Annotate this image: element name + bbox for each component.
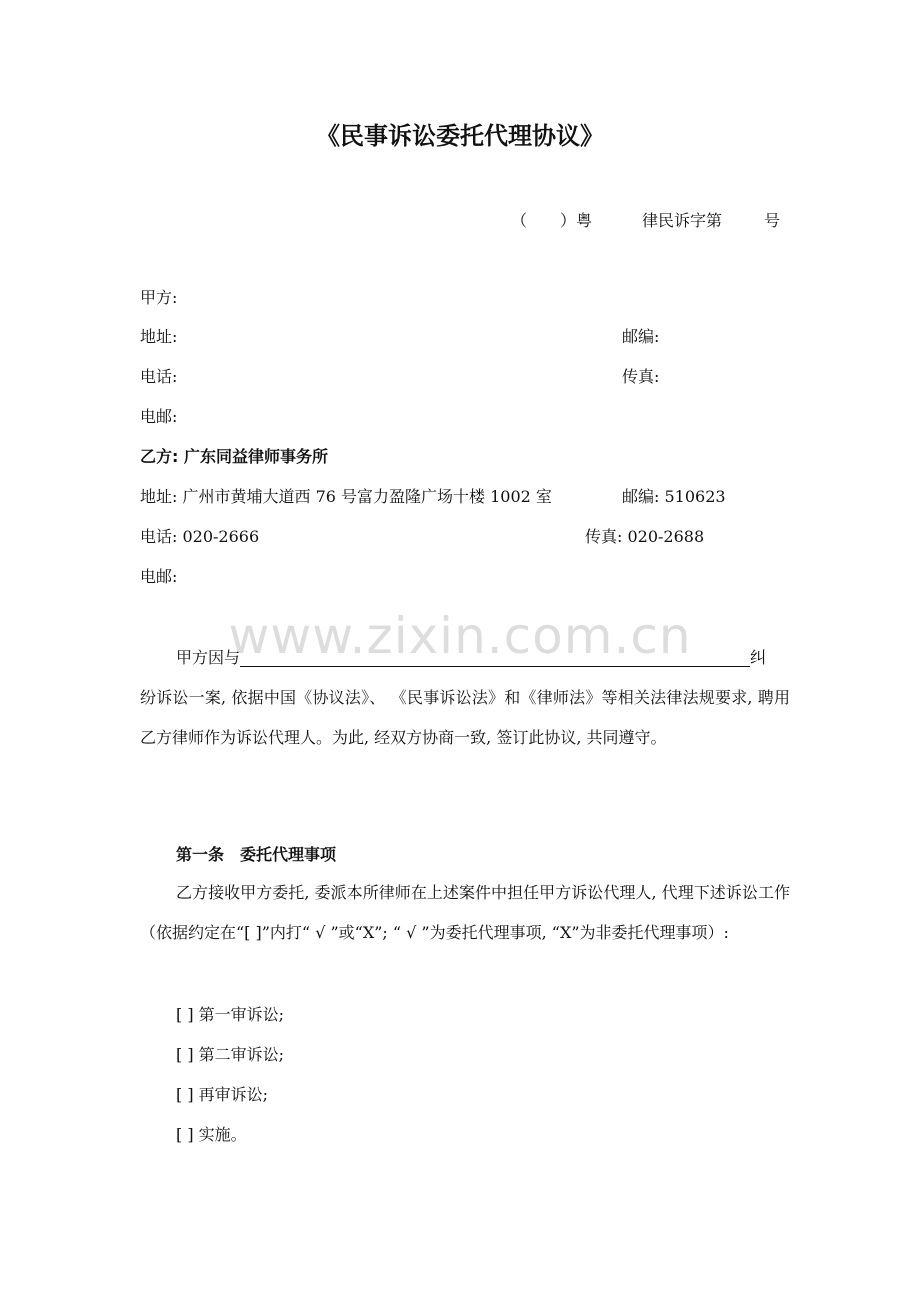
intro-body: 纷诉讼一案, 依据中国《协议法》、 《民事诉讼法》和《律师法》等相关法律法规要求, 聘用乙方律师作为诉讼代理人。为此, 经双方协商一致, 签订此协议, 共同遵守。 — [140, 688, 790, 747]
party-b-heading: 乙方: 广东同益律师事务所 — [140, 447, 328, 466]
intro-paragraph — [140, 638, 790, 758]
intro-prefix: 甲方因与 — [176, 648, 241, 667]
intro-suffix: 纠 — [750, 648, 767, 667]
option-retrial: [ ] 再审诉讼; — [176, 1085, 269, 1104]
article-1-body: 乙方接收甲方委托, 委派本所律师在上述案件中担任甲方诉讼代理人, 代理下述诉讼工作（依据约定在“[ ]”内打“ √ ”或“X”; “ √ ”为委托代理事项, “X”为非委托代理事项）: — [140, 883, 790, 942]
document-title: 《民事诉讼委托代理协议》 — [316, 122, 604, 150]
party-a-fax-label: 传真: — [622, 367, 660, 386]
party-a-postcode-label: 邮编: — [622, 327, 660, 346]
article-1-heading: 第一条 委托代理事项 — [176, 845, 337, 864]
opponent-blank-line — [240, 646, 750, 667]
party-a-phone-label: 电话: — [140, 367, 178, 386]
party-b-postcode: 邮编: 510623 — [622, 487, 726, 506]
case-number-type: 律民诉字第 — [642, 211, 723, 230]
case-number-open-paren: （ — [511, 211, 528, 230]
party-a-label: 甲方: — [140, 288, 178, 307]
party-b-phone: 电话: 020-2666 — [140, 527, 260, 546]
case-number-suffix: 号 — [764, 211, 781, 230]
party-b-fax: 传真: 020-2688 — [585, 527, 705, 546]
party-a-address-label: 地址: — [140, 327, 178, 346]
option-enforcement: [ ] 实施。 — [176, 1125, 247, 1144]
party-a-email-label: 电邮: — [140, 407, 178, 426]
party-b-email-label: 电邮: — [140, 567, 178, 586]
option-second-instance: [ ] 第二审诉讼; — [176, 1045, 285, 1064]
watermark-text: www.zixin.com.cn — [228, 607, 692, 665]
party-b-address: 地址: 广州市黄埔大道西 76 号富力盈隆广场十楼 1002 室 — [140, 487, 552, 506]
case-number-province: ）粤 — [560, 211, 593, 230]
option-first-instance: [ ] 第一审诉讼; — [176, 1005, 285, 1024]
